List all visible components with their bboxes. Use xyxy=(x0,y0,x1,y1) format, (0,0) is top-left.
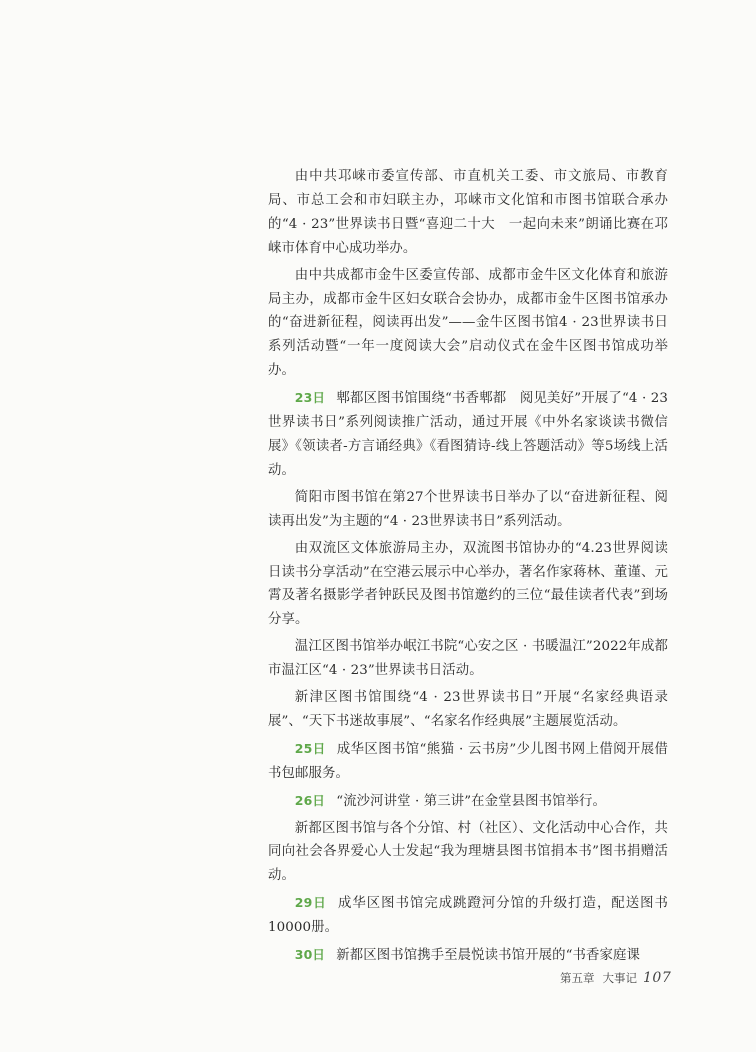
paragraph xyxy=(268,817,668,889)
paragraph xyxy=(268,386,668,483)
page-number: 107 xyxy=(643,970,672,986)
entry-date: 26日 xyxy=(294,792,325,808)
chronicle-text xyxy=(268,165,668,971)
paragraph xyxy=(268,943,668,968)
paragraph xyxy=(268,891,668,940)
paragraph xyxy=(268,737,668,786)
paragraph xyxy=(268,486,668,534)
paragraph xyxy=(268,165,668,261)
section-label: 大事记 xyxy=(602,971,637,985)
paragraph xyxy=(268,686,668,734)
paragraph xyxy=(268,789,668,814)
entry-date: 29日 xyxy=(294,895,327,911)
chapter-label: 第五章 xyxy=(560,971,595,985)
paragraph-text: 由双流区文体旅游局主办，双流图书馆协办的“4.23世界阅读日读书分享活动”在空港云展示中心举办，著名作家蒋林、董谨、元霄及著名摄影学者钟跃民及图书馆邀约的三位“最佳读者代表”到场分享。 xyxy=(268,540,668,628)
paragraph-text: 温江区图书馆举办岷江书院“心安之区 · 书暖温江”2022年成都市温江区“4 · 23”世界读书日活动。 xyxy=(268,639,668,679)
entry-date: 30日 xyxy=(294,947,325,963)
paragraph-text: 由中共成都市金牛区委宣传部、成都市金牛区文化体育和旅游局主办，成都市金牛区妇女联合会协办，成都市金牛区图书馆承办的“奋进新征程，阅读再出发”——金牛区图书馆4 · 23世界读书日系列活动暨“一年一度阅读大会”启动仪式在金牛区图书馆成功举办。 xyxy=(268,267,668,379)
paragraph-text: “流沙河讲堂 · 第三讲”在金堂县图书馆举行。 xyxy=(336,793,607,809)
paragraph-text: 成华区图书馆完成跳蹬河分馆的升级打造，配送图书10000册。 xyxy=(268,896,668,936)
paragraph-text: 郫都区图书馆围绕“书香郫都 阅见美好”开展了“4 · 23世界读书日”系列阅读推广活动，通过开展《中外名家谈读书微信展》《领读者-方言诵经典》《看图猜诗-线上答题活动》等5场线上活动。 xyxy=(268,391,669,478)
paragraph xyxy=(268,537,668,633)
paragraph-text: 由中共邛崃市委宣传部、市直机关工委、市文旅局、市教育局、市总工会和市妇联主办，邛崃市文化馆和市图书馆联合承办的“4 · 23”世界读书日暨“喜迎二十大 一起向未来”朗诵比赛在邛崃市体育中心成功举办。 xyxy=(268,169,668,256)
paragraph-text: 简阳市图书馆在第27个世界读书日举办了以“奋进新征程、阅读再出发”为主题的“4 · 23世界读书日”系列活动。 xyxy=(268,489,668,529)
paragraph-text: 新都区图书馆与各个分馆、村（社区）、文化活动中心合作，共同向社会各界爱心人士发起“我为理塘县图书馆捐本书”图书捐赠活动。 xyxy=(268,820,668,884)
entry-date: 23日 xyxy=(294,390,326,406)
paragraph-text: 成华区图书馆“熊猫 · 云书房”少儿图书网上借阅开展借书包邮服务。 xyxy=(268,741,668,781)
paragraph xyxy=(268,264,668,384)
paragraph-text: 新津区图书馆围绕“4 · 23世界读书日”开展“名家经典语录展”、“天下书迷故事展”、“名家名作经典展”主题展览活动。 xyxy=(268,690,668,729)
page-footer xyxy=(560,970,671,986)
paragraph xyxy=(268,635,668,683)
paragraph-text: 新都区图书馆携手至晨悦读书馆开展的“书香家庭课 xyxy=(336,948,640,964)
entry-date: 25日 xyxy=(294,740,326,756)
